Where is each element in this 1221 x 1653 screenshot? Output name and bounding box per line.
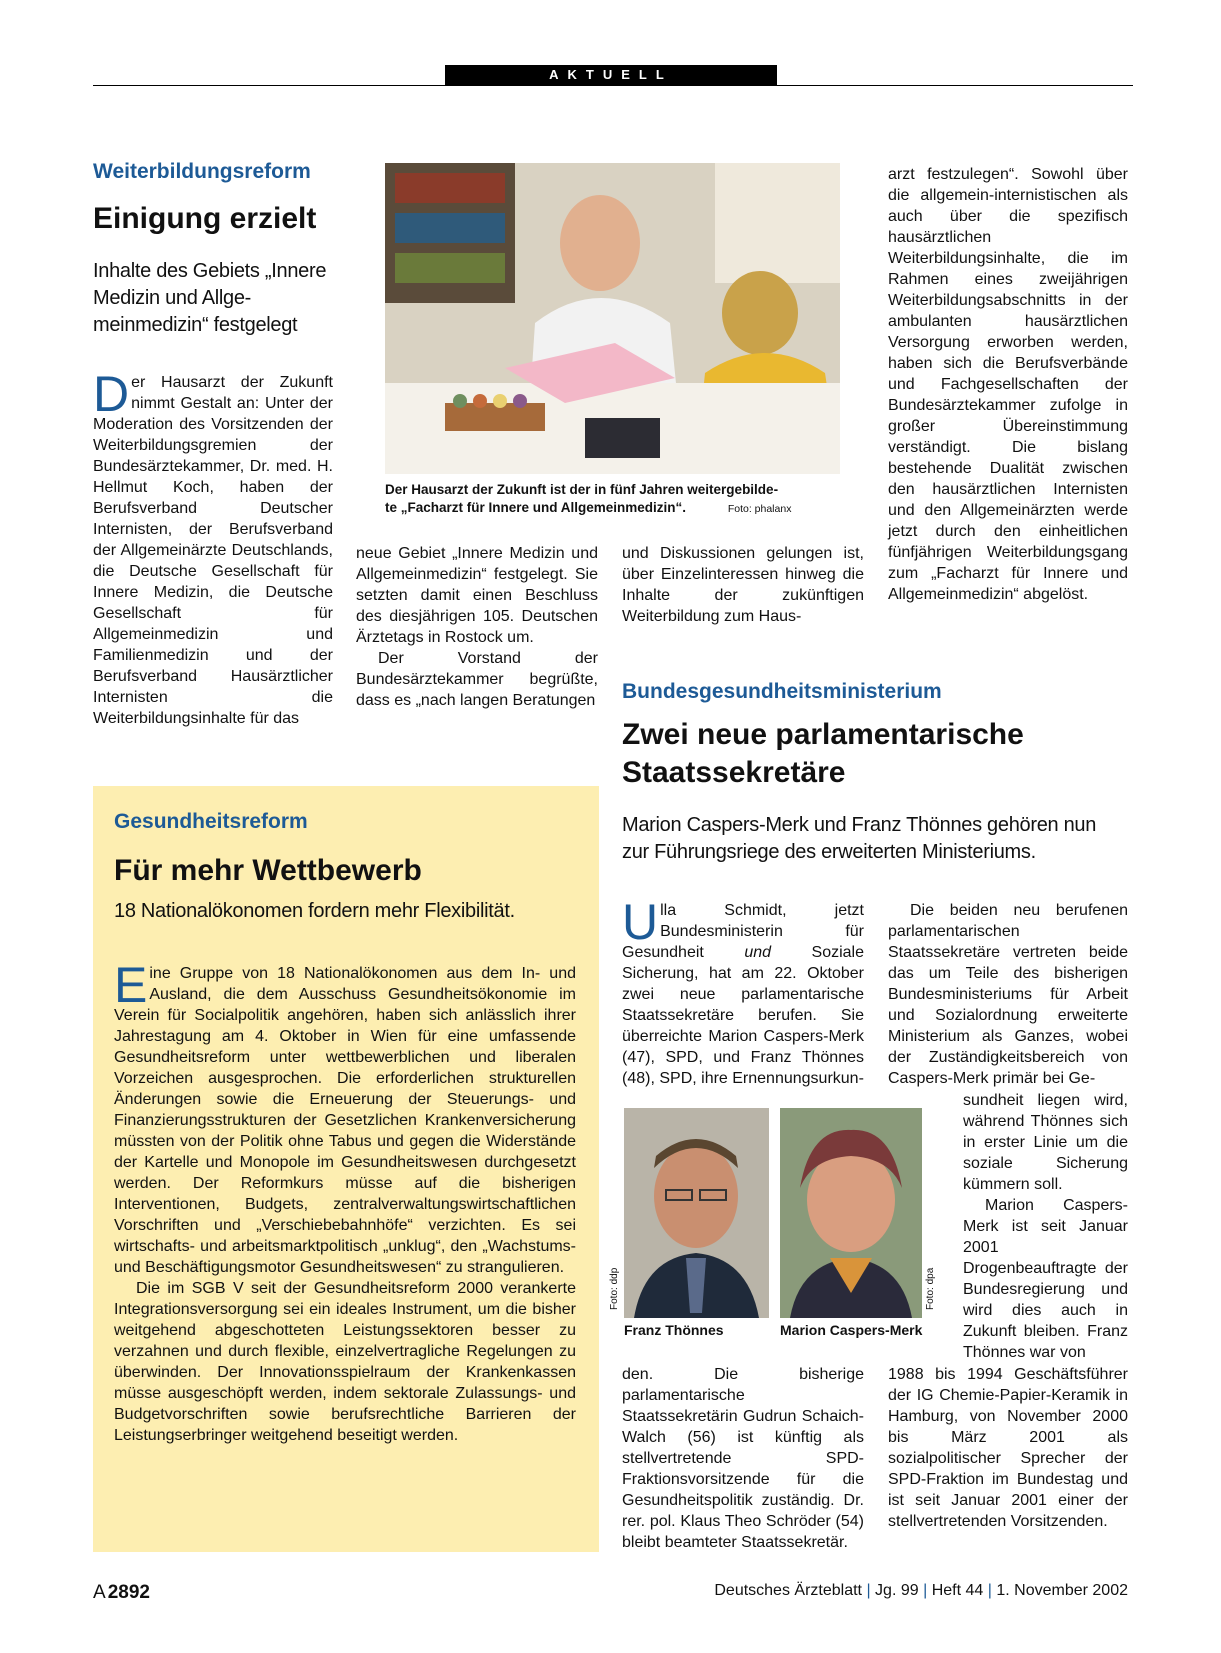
page-prefix: A	[93, 1582, 106, 1603]
article2-p1-text: ine Gruppe von 18 Nationalökonomen aus dem In- und Ausland, die dem Ausschuss Gesundheitsökonomie im Verein für Socialpolitik angehören, haben sich anlässlich ihrer Jahrestagung am 4. Oktober in Wien für eine umfassende Gesundheitsreform unter wettbewerblichen und liberalen Vorzeichen ausgesprochen. Die erforderlichen strukturellen Änderungen sowie die Erneuerung der Steuerungs- und Finanzierungsstrukturen der Gesetzlichen Krankenversicherung müssten von der Politik ohne Tabus und gegen die Widerstände der Kartelle und Monopole im Gesundheitswesen durchgesetzt werden. Der Reformkurs müsse auf die bisherigen Interventionen, Budgets, zentralverwaltungswirtschaftlichen Vorschriften und „Verschiebebahnhöfe“ verzichten. Es sei wirtschafts- und arbeitsmarktpolitisch „unklug“, den „Wachstums- und Beschäftigungsmotor Gesundheitswesen“ zu strangulieren.	[114, 965, 576, 1276]
photo-caption	[385, 481, 840, 518]
article3-col1-italic: und	[744, 944, 772, 961]
doctor-patient-illustration	[385, 163, 840, 474]
photo-caption-text: te „Facharzt für Innere und Allgemeinmedizin“.	[385, 500, 687, 515]
article2-kicker: Gesundheitsreform	[114, 810, 308, 833]
marion-caspers-merk-photo	[780, 1108, 922, 1318]
article3-subhead-line: zur Führungsriege des erweiterten Ministeriums.	[622, 841, 1036, 863]
article3-column-2-bottom	[888, 1364, 1128, 1532]
footer-separator: |	[987, 1582, 992, 1599]
portrait-illustration	[780, 1108, 922, 1318]
drop-cap: D	[93, 366, 130, 422]
article1-subhead-line: Inhalte des Gebiets „Innere	[93, 260, 327, 282]
header-rule	[93, 85, 1133, 86]
photo-caption-line2	[385, 499, 840, 518]
article3-subhead	[622, 812, 1132, 866]
page-number-value: 2892	[107, 1582, 150, 1603]
article2-subhead: 18 Nationalökonomen fordern mehr Flexibilität.	[114, 900, 515, 922]
photo1-credit: Foto: ddp	[609, 1267, 620, 1310]
section-label: AKTUELL	[445, 65, 777, 85]
article2-headline: Für mehr Wettbewerb	[114, 854, 422, 887]
article3-column-1-bottom	[622, 1364, 864, 1553]
article1-column-4	[888, 164, 1128, 605]
article1-col1-text: er Hausarzt der Zukunft nimmt Gestalt an: Unter der Moderation des Vorsitzenden der Weiterbildungsgremien der Bundesärztekammer, Dr. med. H. Hellmut Koch, haben der Berufsverband Deutscher Internisten, der Berufsverband der Allgemeinärzte Deutschlands, die Deutsche Gesellschaft für Innere Medizin, die Deutsche Gesellschaft für Allgemeinmedizin und Familienmedizin und der Berufsverband Hausärztlicher Internisten die Weiterbildungsinhalte für das	[93, 374, 333, 727]
article3-headline-line: Staatssekretäre	[622, 756, 846, 789]
article3-headline-line: Zwei neue parlamentarische	[622, 718, 1024, 751]
franz-thoennes-photo	[624, 1108, 769, 1318]
article1-col2-paragraph: neue Gebiet „Innere Medizin und Allgemeinmedizin“ festgelegt. Sie setzten damit einen Beschluss des diesjährigen 105. Deutschen Ärztetags in Rostock um.	[356, 545, 598, 646]
article3-column-1-top	[622, 894, 864, 1089]
photo-credit: Foto: phalanx	[727, 503, 792, 515]
article1-subhead-line: Medizin und Allge-	[93, 287, 252, 309]
article3-col2-paragraph: sundheit liegen wird, während Thönnes sich in erster Linie um die soziale Sicherung kümmern soll.	[963, 1092, 1128, 1193]
journal-name: Deutsches Ärzteblatt	[714, 1582, 862, 1599]
article2-paragraph: Die im SGB V seit der Gesundheitsreform 2000 verankerte Integrationsversorgung sei ein ideales Instrument, um die bisher weitgehend abgeschotteten Leistungssektoren besser zu verzahnen und durch flexible, einzelvertragliche Regelungen zu überwinden. Der Innovationsspielraum der Krankenkassen müsse ausgeschöpft werden, indem sektorale Zulassungs- und Budgetvorschriften sowie berufsrechtliche Barrieren der Leistungserbringer weitgehend beseitigt werden.	[114, 1280, 576, 1444]
photo1-label: Franz Thönnes	[624, 1322, 724, 1338]
journal-issue: Heft 44	[931, 1582, 984, 1599]
article3-col1-paragraph: den. Die bisherige parlamentarische Staatssekretärin Gudrun Schaich-Walch (56) ist künftig als stellvertretende SPD-Fraktionsvorsitzende für die Gesundheitspolitik zuständig. Dr. rer. pol. Klaus Theo Schröder (54) bleibt beamteter Staatssekretär.	[622, 1366, 864, 1551]
article1-subhead	[93, 258, 363, 339]
journal-volume: Jg. 99	[875, 1582, 919, 1599]
article3-column-2-narrow	[963, 1090, 1128, 1363]
article1-column-1	[93, 366, 333, 729]
portrait-illustration	[624, 1108, 769, 1318]
article3-column-2-top	[888, 900, 1128, 1089]
article2-body	[114, 957, 576, 1446]
article3-headline	[622, 716, 1024, 792]
article3-col1-text: Soziale Sicherung, hat am 22. Oktober zwei neue parlamentarische Staatssekretäre berufen. Sie überreichte Marion Caspers-Merk (47), SPD, und Franz Thönnes (48), SPD, ihre Ernennungsurkun-	[622, 944, 864, 1087]
doctor-patient-photo	[385, 163, 840, 474]
article3-kicker: Bundesgesundheitsministerium	[622, 680, 942, 703]
article1-column-3	[622, 543, 864, 627]
article1-col4-paragraph: arzt festzulegen“. Sowohl über die allgemein-internistischen als auch über die spezifisch hausärztlichen Weiterbildungsinhalte, die im Rahmen eines zweijährigen Weiterbildungsabschnitts in der ambulanten hausärztlichen Versorgung erworben werden, haben sich die Berufsverbände und Fachgesellschaften der Bundesärztekammer zufolge in großer Übereinstimmung verständigt. Die bislang bestehende Dualität zwischen den hausärztlichen Internisten und den Allgemeinärzten werde jetzt durch den einheitlichen fünfjährigen Weiterbildungsgang zum „Facharzt für Innere und Allgemeinmedizin“ abgelöst.	[888, 166, 1128, 603]
article1-col3-paragraph: und Diskussionen gelungen ist, über Einzelinteressen hinweg die Inhalte der zukünftigen Weiterbildung zum Haus-	[622, 545, 864, 625]
drop-cap: E	[114, 957, 148, 1013]
photo2-label: Marion Caspers-Merk	[780, 1322, 923, 1338]
article1-column-2	[356, 543, 598, 711]
article3-col1-text: lla Schmidt, jetzt Bundesministerin für Gesundheit	[622, 902, 864, 961]
journal-date: 1. November 2002	[996, 1582, 1128, 1599]
photo2-credit: Foto: dpa	[925, 1267, 936, 1310]
article3-col2-paragraph: 1988 bis 1994 Geschäftsführer der IG Chemie-Papier-Keramik in Hamburg, von November 2000 bis März 2001 als sozialpolitischer Sprecher der SPD-Fraktion im Bundestag und ist seit Januar 2001 einer der stellvertretenden Vorsitzenden.	[888, 1366, 1128, 1530]
article3-col2-paragraph: Die beiden neu berufenen parlamentarischen Staatssekretäre vertreten beide das um Teile des bisherigen Bundesministeriums für Arbeit und Sozialordnung erweiterte Ministerium als Ganzes, wobei der Zuständigkeitsbereich von Caspers-Merk primär bei Ge-	[888, 902, 1128, 1087]
article3-subhead-line: Marion Caspers-Merk und Franz Thönnes gehören nun	[622, 814, 1097, 836]
footer-separator: |	[923, 1582, 928, 1599]
article1-subhead-line: meinmedizin“ festgelegt	[93, 314, 298, 336]
article1-col2-paragraph: Der Vorstand der Bundesärztekammer begrüßte, dass es „nach langen Beratungen	[356, 650, 598, 709]
journal-footer	[714, 1582, 1128, 1600]
article1-kicker: Weiterbildungsreform	[93, 160, 311, 183]
photo-caption-line: Der Hausarzt der Zukunft ist der in fünf Jahren weitergebilde-	[385, 482, 779, 497]
article3-col2-paragraph: Marion Caspers-Merk ist seit Januar 2001 Drogenbeauftragte der Bundesregierung und wird dies auch in Zukunft bleiben. Franz Thönnes war von	[963, 1197, 1128, 1361]
article1-headline: Einigung erzielt	[93, 202, 317, 235]
page-number	[93, 1582, 150, 1604]
footer-separator: |	[866, 1582, 871, 1599]
drop-cap: U	[622, 894, 659, 950]
article2-paragraph	[114, 957, 576, 1278]
